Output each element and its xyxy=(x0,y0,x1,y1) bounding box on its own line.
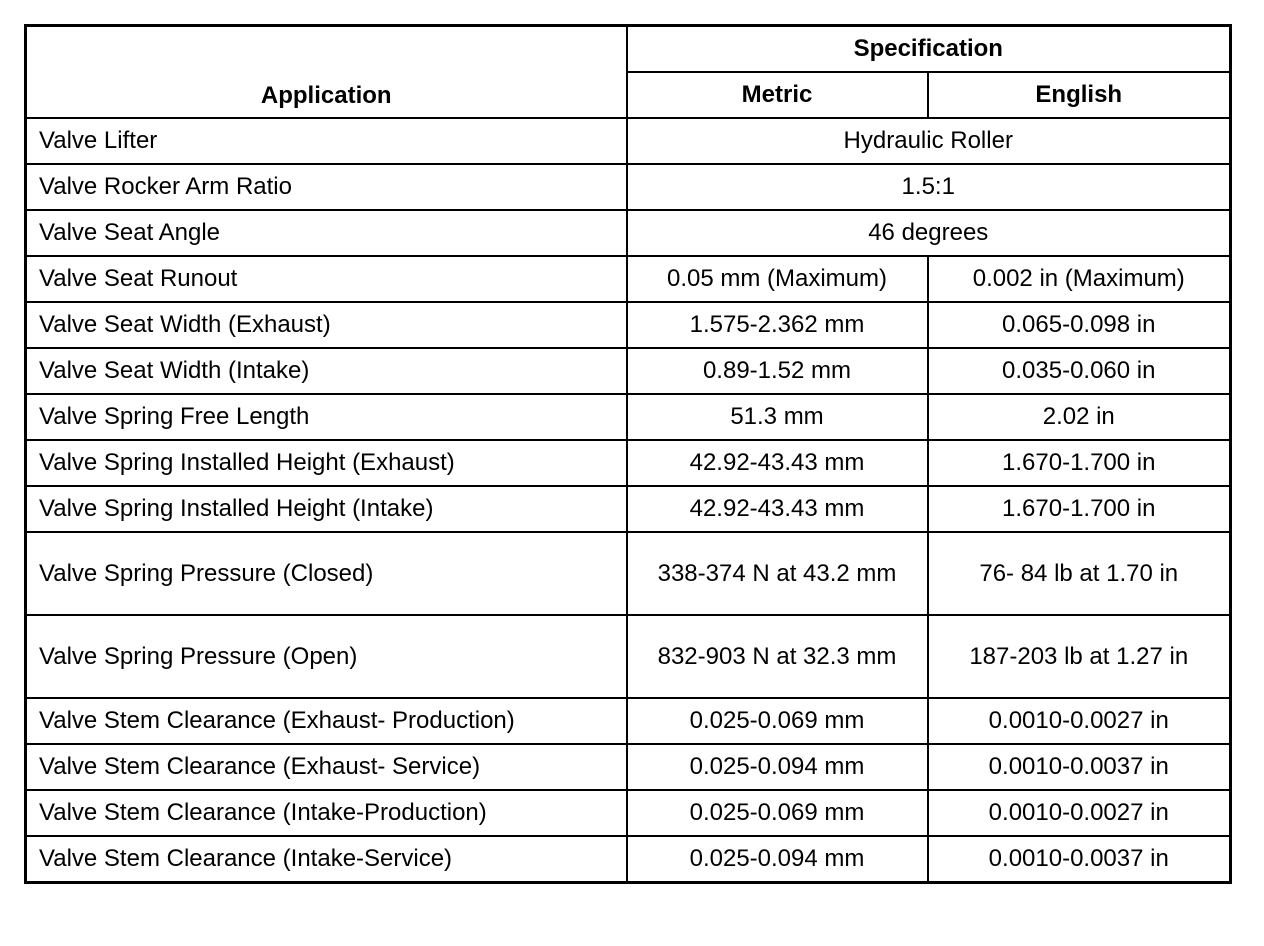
application-cell: Valve Stem Clearance (Intake-Production) xyxy=(26,790,627,836)
english-cell: 0.035-0.060 in xyxy=(928,348,1231,394)
table-row xyxy=(26,164,1231,210)
specification-cell: 1.5:1 xyxy=(627,164,1231,210)
english-cell: 0.0010-0.0027 in xyxy=(928,790,1231,836)
english-cell: 0.065-0.098 in xyxy=(928,302,1231,348)
metric-cell: 338-374 N at 43.2 mm xyxy=(627,532,928,615)
specification-cell: Hydraulic Roller xyxy=(627,118,1231,164)
metric-cell: 0.025-0.069 mm xyxy=(627,698,928,744)
table-row xyxy=(26,302,1231,348)
metric-cell: 1.575-2.362 mm xyxy=(627,302,928,348)
metric-header: Metric xyxy=(627,72,928,118)
table-row xyxy=(26,790,1231,836)
application-cell: Valve Rocker Arm Ratio xyxy=(26,164,627,210)
application-cell: Valve Spring Pressure (Closed) xyxy=(26,532,627,615)
application-cell: Valve Spring Free Length xyxy=(26,394,627,440)
english-cell: 2.02 in xyxy=(928,394,1231,440)
application-cell: Valve Stem Clearance (Exhaust- Service) xyxy=(26,744,627,790)
application-cell: Valve Seat Width (Intake) xyxy=(26,348,627,394)
english-cell: 0.002 in (Maximum) xyxy=(928,256,1231,302)
metric-cell: 0.025-0.069 mm xyxy=(627,790,928,836)
table-row xyxy=(26,836,1231,883)
table-row xyxy=(26,348,1231,394)
application-cell: Valve Seat Angle xyxy=(26,210,627,256)
application-header: Application xyxy=(26,26,627,119)
metric-cell: 0.025-0.094 mm xyxy=(627,744,928,790)
table-row xyxy=(26,118,1231,164)
english-header: English xyxy=(928,72,1231,118)
header-row-top xyxy=(26,26,1231,73)
specification-header: Specification xyxy=(627,26,1231,73)
table-row xyxy=(26,698,1231,744)
table-body xyxy=(26,118,1231,883)
application-cell: Valve Spring Installed Height (Intake) xyxy=(26,486,627,532)
application-cell: Valve Seat Width (Exhaust) xyxy=(26,302,627,348)
table-row xyxy=(26,615,1231,698)
metric-cell: 0.89-1.52 mm xyxy=(627,348,928,394)
metric-cell: 51.3 mm xyxy=(627,394,928,440)
application-cell: Valve Stem Clearance (Intake-Service) xyxy=(26,836,627,883)
specification-table xyxy=(24,24,1232,884)
metric-cell: 0.05 mm (Maximum) xyxy=(627,256,928,302)
application-cell: Valve Seat Runout xyxy=(26,256,627,302)
english-cell: 1.670-1.700 in xyxy=(928,440,1231,486)
english-cell: 187-203 lb at 1.27 in xyxy=(928,615,1231,698)
metric-cell: 0.025-0.094 mm xyxy=(627,836,928,883)
application-cell: Valve Lifter xyxy=(26,118,627,164)
metric-cell: 42.92-43.43 mm xyxy=(627,440,928,486)
table-row xyxy=(26,744,1231,790)
english-cell: 0.0010-0.0037 in xyxy=(928,836,1231,883)
metric-cell: 832-903 N at 32.3 mm xyxy=(627,615,928,698)
english-cell: 76- 84 lb at 1.70 in xyxy=(928,532,1231,615)
table-row xyxy=(26,210,1231,256)
table-row xyxy=(26,394,1231,440)
application-cell: Valve Spring Pressure (Open) xyxy=(26,615,627,698)
english-cell: 1.670-1.700 in xyxy=(928,486,1231,532)
table-row xyxy=(26,532,1231,615)
specification-cell: 46 degrees xyxy=(627,210,1231,256)
table-row xyxy=(26,486,1231,532)
application-cell: Valve Spring Installed Height (Exhaust) xyxy=(26,440,627,486)
english-cell: 0.0010-0.0027 in xyxy=(928,698,1231,744)
english-cell: 0.0010-0.0037 in xyxy=(928,744,1231,790)
application-cell: Valve Stem Clearance (Exhaust- Production) xyxy=(26,698,627,744)
table-row xyxy=(26,256,1231,302)
table-row xyxy=(26,440,1231,486)
metric-cell: 42.92-43.43 mm xyxy=(627,486,928,532)
